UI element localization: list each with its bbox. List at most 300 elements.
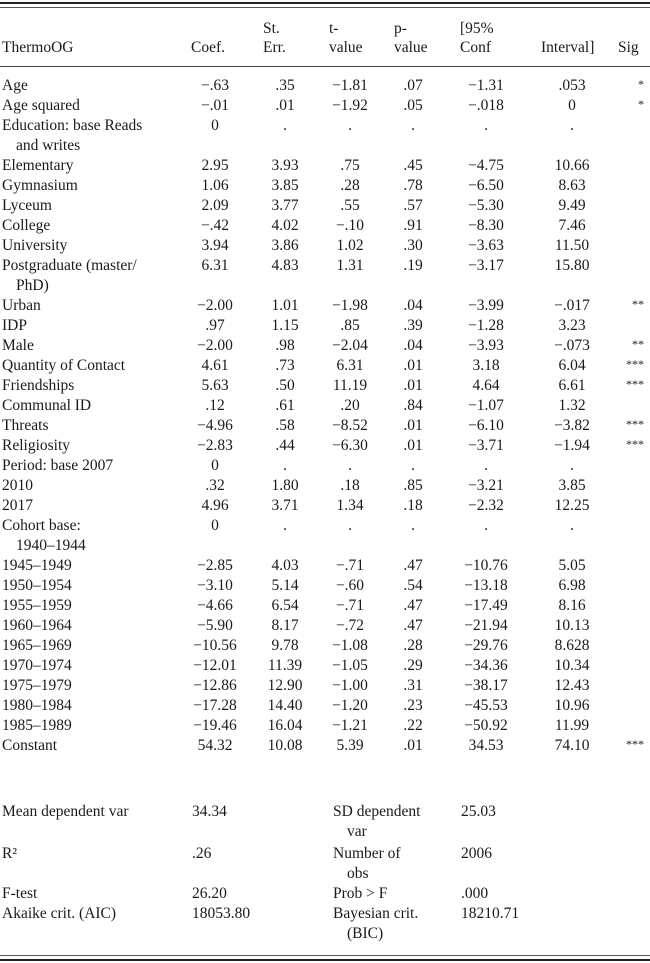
cell-significance: ** <box>632 337 644 351</box>
table-row <box>0 236 650 256</box>
row-label-text: 1960–1964 <box>2 617 72 634</box>
cell-significance: *** <box>626 417 644 431</box>
cell-ci-low: 3.18 <box>472 357 500 374</box>
cell-p-value: .30 <box>403 237 423 254</box>
cell-p-value: .01 <box>403 437 423 454</box>
table-row <box>0 696 650 716</box>
table-row <box>0 216 650 236</box>
row-label-continuation: PhD) <box>16 277 49 294</box>
row-label-text: 1950–1954 <box>2 577 72 594</box>
cell-std-err: 9.78 <box>271 637 299 654</box>
cell-ci-low: −6.10 <box>468 417 504 434</box>
stat-left-label: Akaike crit. (AIC) <box>2 905 117 922</box>
cell-coef: −2.83 <box>197 437 233 454</box>
cell-p-value: .31 <box>403 677 423 694</box>
row-label-text: 2010 <box>2 477 33 494</box>
header-ci-low-line2: Conf <box>460 39 491 56</box>
table-row <box>0 636 650 656</box>
cell-p-value: .22 <box>403 717 423 734</box>
cell-coef: .32 <box>205 477 225 494</box>
row-label <box>2 316 182 336</box>
cell-std-err: 4.02 <box>271 217 299 234</box>
cell-ci-high: 10.96 <box>554 697 590 714</box>
cell-p-value: .78 <box>403 177 423 194</box>
row-label-text: Age squared <box>2 97 80 114</box>
cell-t-value: −1.92 <box>332 97 368 114</box>
cell-ci-low: −29.76 <box>464 637 508 654</box>
row-label <box>2 76 182 96</box>
cell-ci-high: . <box>570 117 574 134</box>
table-row <box>0 736 650 756</box>
cell-std-err: 6.54 <box>271 597 299 614</box>
cell-ci-low: −6.50 <box>468 177 504 194</box>
cell-coef: −3.10 <box>197 577 233 594</box>
row-label-text: 1980–1984 <box>2 697 72 714</box>
cell-p-value: .18 <box>403 497 423 514</box>
row-label <box>2 636 182 656</box>
row-label <box>2 716 182 736</box>
cell-std-err: .98 <box>275 337 295 354</box>
header-t-line2: value <box>329 39 363 56</box>
cell-std-err: 11.39 <box>267 657 303 674</box>
row-label-text: Quantity of Contact <box>2 357 126 374</box>
cell-ci-low: −1.07 <box>468 397 504 414</box>
cell-coef: −17.28 <box>193 697 237 714</box>
row-label <box>2 396 182 416</box>
cell-p-value: . <box>411 517 415 534</box>
header-ci-low-line1: [95% <box>460 20 494 37</box>
row-label-text: Constant <box>2 737 58 754</box>
header-coef: Coef. <box>191 39 226 56</box>
cell-t-value: 6.31 <box>336 357 364 374</box>
cell-t-value: 11.19 <box>332 377 368 394</box>
cell-t-value: −1.81 <box>332 77 368 94</box>
cell-coef: −10.56 <box>193 637 237 654</box>
cell-p-value: .47 <box>403 617 423 634</box>
cell-ci-high: 1.32 <box>558 397 586 414</box>
table-row <box>0 76 650 96</box>
cell-std-err: 4.03 <box>271 557 299 574</box>
cell-significance: * <box>638 77 644 91</box>
cell-std-err: 14.40 <box>267 697 303 714</box>
bottom-rule-thin <box>0 955 650 956</box>
table-row <box>0 596 650 616</box>
cell-ci-low: 34.53 <box>468 737 504 754</box>
cell-p-value: .84 <box>403 397 423 414</box>
cell-ci-low: −3.71 <box>468 437 504 454</box>
cell-ci-low: −3.93 <box>468 337 504 354</box>
cell-p-value: .04 <box>403 297 423 314</box>
cell-p-value: .28 <box>403 637 423 654</box>
cell-ci-low: −21.94 <box>464 617 508 634</box>
cell-t-value: −.10 <box>335 217 365 234</box>
row-label <box>2 436 182 456</box>
cell-coef: −.01 <box>200 97 230 114</box>
table-row <box>0 356 650 376</box>
cell-ci-low: . <box>484 457 488 474</box>
row-label-continuation: 1940–1944 <box>16 537 86 554</box>
cell-ci-low: −.018 <box>468 97 504 114</box>
row-label <box>2 476 182 496</box>
row-label-text: College <box>2 217 51 234</box>
stat-left-label: Mean dependent var <box>2 803 129 820</box>
cell-t-value: −.71 <box>335 557 365 574</box>
cell-coef: −2.85 <box>197 557 233 574</box>
cell-ci-high: 6.98 <box>558 577 586 594</box>
cell-ci-high: 7.46 <box>558 217 586 234</box>
cell-ci-low: −3.21 <box>468 477 504 494</box>
cell-ci-high: −3.82 <box>554 417 590 434</box>
table-row <box>0 196 650 216</box>
cell-std-err: 1.80 <box>271 477 299 494</box>
cell-coef: 0 <box>211 117 219 134</box>
cell-t-value: −1.21 <box>332 717 368 734</box>
row-label-text: Communal ID <box>2 397 92 414</box>
cell-ci-low: −34.36 <box>464 657 508 674</box>
table-row <box>0 116 650 154</box>
stat-left-value: 26.20 <box>192 885 227 902</box>
cell-t-value: −.60 <box>335 577 365 594</box>
table-row <box>0 396 650 416</box>
cell-std-err: .58 <box>275 417 295 434</box>
row-label-text: IDP <box>2 317 27 334</box>
header-sig: Sig <box>618 39 639 56</box>
cell-ci-low: −3.99 <box>468 297 504 314</box>
row-label <box>2 456 182 476</box>
cell-coef: 0 <box>211 517 219 534</box>
cell-t-value: −1.20 <box>332 697 368 714</box>
cell-ci-high: 8.16 <box>558 597 586 614</box>
cell-coef: −12.01 <box>193 657 237 674</box>
cell-t-value: −1.98 <box>332 297 368 314</box>
table-row <box>0 256 650 294</box>
stat-left-value: .26 <box>192 845 212 862</box>
row-label <box>2 516 182 556</box>
cell-ci-high: 11.99 <box>554 717 590 734</box>
stats-row <box>0 884 650 904</box>
cell-coef: 5.63 <box>201 377 229 394</box>
stat-left-value: 18053.80 <box>192 905 251 922</box>
cell-ci-high: 74.10 <box>554 737 590 754</box>
row-label <box>2 736 182 756</box>
cell-coef: .97 <box>205 317 225 334</box>
row-label-text: 1975–1979 <box>2 677 72 694</box>
cell-p-value: .01 <box>403 417 423 434</box>
row-label <box>2 116 182 156</box>
row-label <box>2 196 182 216</box>
stats-row <box>0 802 650 840</box>
stats-row <box>0 904 650 942</box>
stats-row <box>0 844 650 882</box>
row-label-text: Cohort base: <box>2 517 81 534</box>
cell-p-value: .01 <box>403 737 423 754</box>
table-row <box>0 336 650 356</box>
cell-t-value: .18 <box>340 477 360 494</box>
cell-coef: −4.66 <box>197 597 233 614</box>
cell-ci-high: 10.66 <box>554 157 590 174</box>
cell-std-err: .50 <box>275 377 295 394</box>
cell-p-value: .01 <box>403 357 423 374</box>
table-row <box>0 476 650 496</box>
cell-ci-low: −1.28 <box>468 317 504 334</box>
stat-right-label <box>333 904 463 944</box>
cell-ci-high: 12.25 <box>554 497 590 514</box>
cell-t-value: .75 <box>340 157 360 174</box>
row-label-text: 1945–1949 <box>2 557 72 574</box>
table-row <box>0 156 650 176</box>
cell-ci-low: −8.30 <box>468 217 504 234</box>
row-label-text: Religiosity <box>2 437 71 454</box>
cell-std-err: .61 <box>275 397 295 414</box>
cell-p-value: .19 <box>403 257 423 274</box>
cell-ci-high: 15.80 <box>554 257 590 274</box>
cell-std-err: 3.86 <box>271 237 299 254</box>
row-label <box>2 236 182 256</box>
cell-coef: .12 <box>205 397 225 414</box>
row-label <box>2 656 182 676</box>
cell-std-err: 8.17 <box>271 617 299 634</box>
cell-significance: *** <box>626 377 644 391</box>
cell-std-err: 3.77 <box>271 197 299 214</box>
cell-significance: *** <box>626 357 644 371</box>
stat-right-label <box>333 802 463 842</box>
cell-ci-high: 8.628 <box>554 637 590 654</box>
stat-right-value: .000 <box>461 885 489 902</box>
table-row <box>0 416 650 436</box>
table-row <box>0 496 650 516</box>
cell-std-err: 10.08 <box>267 737 303 754</box>
cell-ci-low: −3.63 <box>468 237 504 254</box>
row-label-text: Elementary <box>2 157 74 174</box>
row-label <box>2 256 182 296</box>
cell-t-value: −.71 <box>335 597 365 614</box>
row-label <box>2 596 182 616</box>
cell-p-value: .04 <box>403 337 423 354</box>
cell-p-value: .39 <box>403 317 423 334</box>
cell-std-err: 3.85 <box>271 177 299 194</box>
cell-p-value: .57 <box>403 197 423 214</box>
cell-p-value: .85 <box>403 477 423 494</box>
cell-coef: 54.32 <box>197 737 233 754</box>
cell-ci-low: −38.17 <box>464 677 508 694</box>
cell-p-value: .47 <box>403 597 423 614</box>
stat-right-label-continuation: obs <box>347 865 369 882</box>
cell-t-value: −6.30 <box>332 437 368 454</box>
row-label-text: Period: base 2007 <box>2 457 114 474</box>
table-row <box>0 176 650 196</box>
table-row <box>0 296 650 316</box>
cell-ci-low: . <box>484 517 488 534</box>
header-ci-high: Interval] <box>541 39 595 56</box>
cell-ci-high: 6.04 <box>558 357 586 374</box>
cell-coef: 4.96 <box>201 497 229 514</box>
cell-t-value: −2.04 <box>332 337 368 354</box>
cell-t-value: .55 <box>340 197 360 214</box>
cell-ci-high: −.017 <box>554 297 590 314</box>
row-label-text: 1985–1989 <box>2 717 72 734</box>
table-row <box>0 96 650 116</box>
row-label <box>2 296 182 316</box>
header-se-line2: Err. <box>263 39 286 56</box>
cell-std-err: . <box>283 457 287 474</box>
row-label <box>2 676 182 696</box>
stat-left-value: 34.34 <box>192 803 227 820</box>
row-label-text: 1970–1974 <box>2 657 72 674</box>
cell-ci-high: 9.49 <box>558 197 586 214</box>
row-label-text: 1955–1959 <box>2 597 72 614</box>
cell-ci-high: 8.63 <box>558 177 586 194</box>
cell-ci-high: 0 <box>568 97 576 114</box>
cell-ci-low: . <box>484 117 488 134</box>
cell-ci-low: −13.18 <box>464 577 508 594</box>
cell-p-value: . <box>411 457 415 474</box>
cell-coef: −4.96 <box>197 417 233 434</box>
table-row <box>0 676 650 696</box>
cell-t-value: 1.31 <box>336 257 364 274</box>
cell-coef: 2.95 <box>201 157 229 174</box>
row-label <box>2 576 182 596</box>
cell-ci-high: 10.34 <box>554 657 590 674</box>
cell-ci-high: 5.05 <box>558 557 586 574</box>
row-label <box>2 96 182 116</box>
cell-p-value: . <box>411 117 415 134</box>
top-rule-thin <box>0 7 650 8</box>
cell-p-value: .05 <box>403 97 423 114</box>
cell-coef: −2.00 <box>197 337 233 354</box>
row-label-text: Male <box>2 337 34 354</box>
table-row <box>0 716 650 736</box>
header-p-line1: p- <box>394 20 407 37</box>
cell-p-value: .29 <box>403 657 423 674</box>
stat-right-value: 25.03 <box>461 803 496 820</box>
row-label <box>2 176 182 196</box>
cell-t-value: 5.39 <box>336 737 364 754</box>
row-label <box>2 556 182 576</box>
table-row <box>0 316 650 336</box>
stat-right-label <box>333 844 463 884</box>
row-label-text: Lyceum <box>2 197 52 214</box>
cell-ci-high: 11.50 <box>554 237 590 254</box>
cell-t-value: −1.00 <box>332 677 368 694</box>
cell-ci-high: 3.23 <box>558 317 586 334</box>
row-label-text: University <box>2 237 68 254</box>
cell-p-value: .47 <box>403 557 423 574</box>
row-label <box>2 696 182 716</box>
cell-coef: 3.94 <box>201 237 229 254</box>
cell-t-value: −.72 <box>335 617 365 634</box>
cell-std-err: .73 <box>275 357 295 374</box>
table-row <box>0 436 650 456</box>
row-label-text: Urban <box>2 297 41 314</box>
row-label-text: Threats <box>2 417 49 434</box>
cell-ci-high: 6.61 <box>558 377 586 394</box>
header-p-line2: value <box>394 39 428 56</box>
cell-significance: ** <box>632 297 644 311</box>
cell-std-err: 12.90 <box>267 677 303 694</box>
row-label-text: Friendships <box>2 377 75 394</box>
row-label-text: Education: base Reads <box>2 117 143 134</box>
row-label-text: Age <box>2 77 28 94</box>
cell-coef: 6.31 <box>201 257 229 274</box>
cell-std-err: 3.71 <box>271 497 299 514</box>
table-row <box>0 656 650 676</box>
table-row <box>0 456 650 476</box>
cell-p-value: .07 <box>403 77 423 94</box>
cell-ci-high: 3.85 <box>558 477 586 494</box>
header-bottom-rule <box>0 66 650 67</box>
cell-std-err: 3.93 <box>271 157 299 174</box>
cell-coef: 2.09 <box>201 197 229 214</box>
table-row <box>0 376 650 396</box>
row-label <box>2 616 182 636</box>
cell-t-value: 1.34 <box>336 497 364 514</box>
cell-ci-low: −17.49 <box>464 597 508 614</box>
cell-p-value: .91 <box>403 217 423 234</box>
row-label-continuation: and writes <box>16 137 81 154</box>
row-label <box>2 156 182 176</box>
stat-left-label: F-test <box>2 885 38 902</box>
row-label-text: Postgraduate (master/ <box>2 257 137 274</box>
cell-std-err: . <box>283 517 287 534</box>
cell-std-err: 1.15 <box>271 317 299 334</box>
row-label-text: 1965–1969 <box>2 637 72 654</box>
cell-p-value: .45 <box>403 157 423 174</box>
table-row <box>0 516 650 554</box>
cell-t-value: −1.08 <box>332 637 368 654</box>
row-label <box>2 216 182 236</box>
cell-std-err: . <box>283 117 287 134</box>
cell-coef: −19.46 <box>193 717 237 734</box>
cell-ci-low: −4.75 <box>468 157 504 174</box>
header-se-line1: St. <box>263 20 280 37</box>
stat-right-value: 18210.71 <box>461 905 520 922</box>
header-t-line1: t- <box>329 20 339 37</box>
cell-coef: 0 <box>211 457 219 474</box>
row-label <box>2 416 182 436</box>
cell-significance: *** <box>626 437 644 451</box>
cell-ci-high: . <box>570 517 574 534</box>
cell-t-value: . <box>348 517 352 534</box>
cell-t-value: . <box>348 457 352 474</box>
cell-std-err: 4.83 <box>271 257 299 274</box>
cell-ci-low: −1.31 <box>468 77 504 94</box>
stat-right-value: 2006 <box>461 845 492 862</box>
cell-ci-low: −2.32 <box>468 497 504 514</box>
cell-t-value: 1.02 <box>336 237 364 254</box>
cell-p-value: .23 <box>403 697 423 714</box>
stat-right-label <box>333 884 463 904</box>
cell-significance: *** <box>626 737 644 751</box>
row-label-text: 2017 <box>2 497 33 514</box>
cell-coef: −.42 <box>200 217 230 234</box>
stat-right-label-continuation: (BIC) <box>347 925 384 942</box>
cell-t-value: −1.05 <box>332 657 368 674</box>
cell-ci-high: 12.43 <box>554 677 590 694</box>
cell-coef: 4.61 <box>201 357 229 374</box>
header-variable: ThermoOG <box>2 39 74 56</box>
cell-coef: −12.86 <box>193 677 237 694</box>
cell-t-value: −8.52 <box>332 417 368 434</box>
cell-std-err: .01 <box>275 97 295 114</box>
cell-significance: * <box>638 97 644 111</box>
cell-coef: 1.06 <box>201 177 229 194</box>
cell-p-value: .54 <box>403 577 423 594</box>
stat-right-label-continuation: var <box>347 823 367 840</box>
cell-ci-low: −10.76 <box>464 557 508 574</box>
row-label <box>2 336 182 356</box>
table-row <box>0 576 650 596</box>
stat-left-label: R² <box>2 845 17 862</box>
